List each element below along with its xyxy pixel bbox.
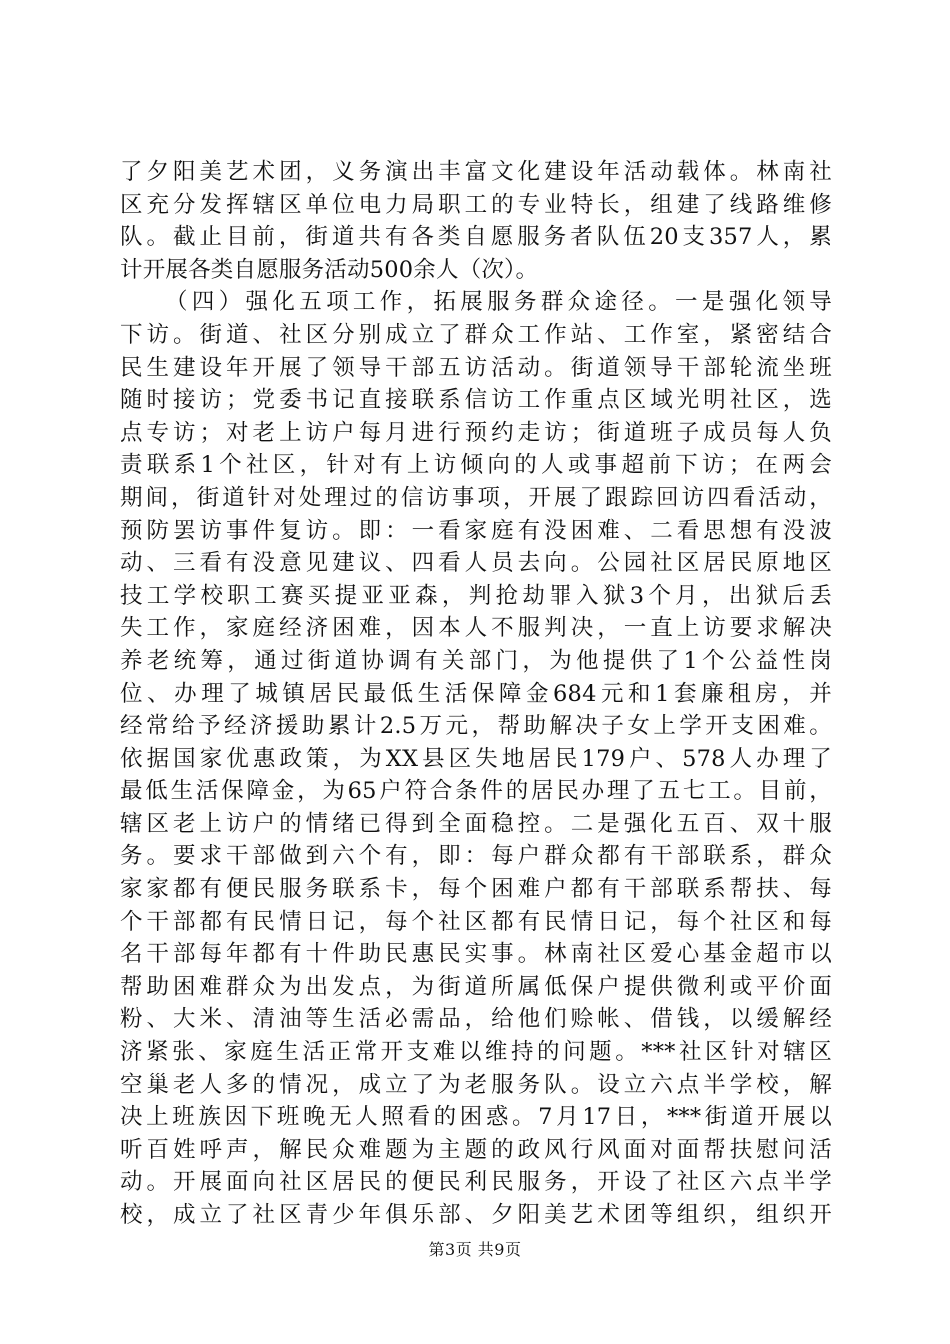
text-line: 名干部每年都有十件助民惠民实事。林南社区爱心基金超市以 <box>120 941 832 968</box>
text-line: 济紧张、家庭生活正常开支难以维持的问题。***社区针对辖区 <box>120 1039 832 1066</box>
text-line: 区充分发挥辖区单位电力局职工的专业特长，组建了线路维修 <box>120 191 832 218</box>
text-line: 空巢老人多的情况，成立了为老服务队。设立六点半学校，解 <box>120 1071 832 1098</box>
text-line: 务。要求干部做到六个有，即：每户群众都有干部联系，群众 <box>120 843 832 870</box>
body-text <box>120 156 832 1232</box>
text-line: 听百姓呼声，解民众难题为主题的政风行风面对面帮扶慰问活 <box>120 1136 832 1163</box>
text-line: 经常给予经济援助累计2.5万元，帮助解决子女上学开支困难。 <box>120 713 832 740</box>
text-line: 个干部都有民情日记，每个社区都有民情日记，每个社区和每 <box>120 908 832 935</box>
text-line: 校，成立了社区青少年俱乐部、夕阳美艺术团等组织，组织开 <box>120 1202 832 1228</box>
text-line: 粉、大米、清油等生活必需品，给他们赊帐、借钱，以缓解经 <box>120 1006 832 1033</box>
text-line: 民生建设年开展了领导干部五访活动。街道领导干部轮流坐班 <box>120 354 832 381</box>
text-line: 期间，街道针对处理过的信访事项，开展了跟踪回访四看活动， <box>120 484 832 511</box>
text-line: 帮助困难群众为出发点，为街道所属低保户提供微利或平价面 <box>120 973 832 1000</box>
text-line: 依据国家优惠政策，为XX县区失地居民179户、578人办理了 <box>120 745 832 772</box>
text-line: 失工作，家庭经济困难，因本人不服判决，一直上访要求解决 <box>120 615 832 642</box>
text-line: 动。开展面向社区居民的便民利民服务，开设了社区六点半学 <box>120 1169 832 1196</box>
text-line: 最低生活保障金，为65户符合条件的居民办理了五七工。目前， <box>120 778 832 805</box>
text-line: 动、三看有没意见建议、四看人员去向。公园社区居民原地区 <box>120 550 832 577</box>
text-line: 点专访；对老上访户每月进行预约走访；街道班子成员每人负 <box>120 419 832 446</box>
page-number-label: 第3页 共9页 <box>428 1240 522 1259</box>
section-heading-line: （四）强化五项工作，拓展服务群众途径。一是强化领导 <box>165 289 832 316</box>
text-line: 决上班族因下班晚无人照看的困惑。7月17日，***街道开展以 <box>120 1104 832 1131</box>
text-line: 随时接访；党委书记直接联系信访工作重点区域光明社区，选 <box>120 387 832 414</box>
text-line: 家家都有便民服务联系卡，每个困难户都有干部联系帮扶、每 <box>120 876 832 903</box>
text-line: 技工学校职工赛买提亚亚森，判抢劫罪入狱3个月，出狱后丢 <box>120 582 832 609</box>
text-line: 了夕阳美艺术团，义务演出丰富文化建设年活动载体。林南社 <box>120 159 832 185</box>
text-line: 预防罢访事件复访。即：一看家庭有没困难、二看思想有没波 <box>120 517 832 544</box>
page-footer <box>0 1240 950 1260</box>
text-line: 下访。街道、社区分别成立了群众工作站、工作室，紧密结合 <box>120 321 832 348</box>
text-line: 队。截止目前，街道共有各类自愿服务者队伍20支357人，累 <box>120 224 832 251</box>
text-line: 责联系1个社区，针对有上访倾向的人或事超前下访；在两会 <box>120 452 832 479</box>
text-line: 养老统筹，通过街道协调有关部门，为他提供了1个公益性岗 <box>120 647 832 674</box>
text-line: 辖区老上访户的情绪已得到全面稳控。二是强化五百、双十服 <box>120 810 832 837</box>
text-line: 计开展各类自愿服务活动500余人（次）。 <box>120 256 539 283</box>
text-line: 位、办理了城镇居民最低生活保障金684元和1套廉租房，并 <box>120 680 832 707</box>
